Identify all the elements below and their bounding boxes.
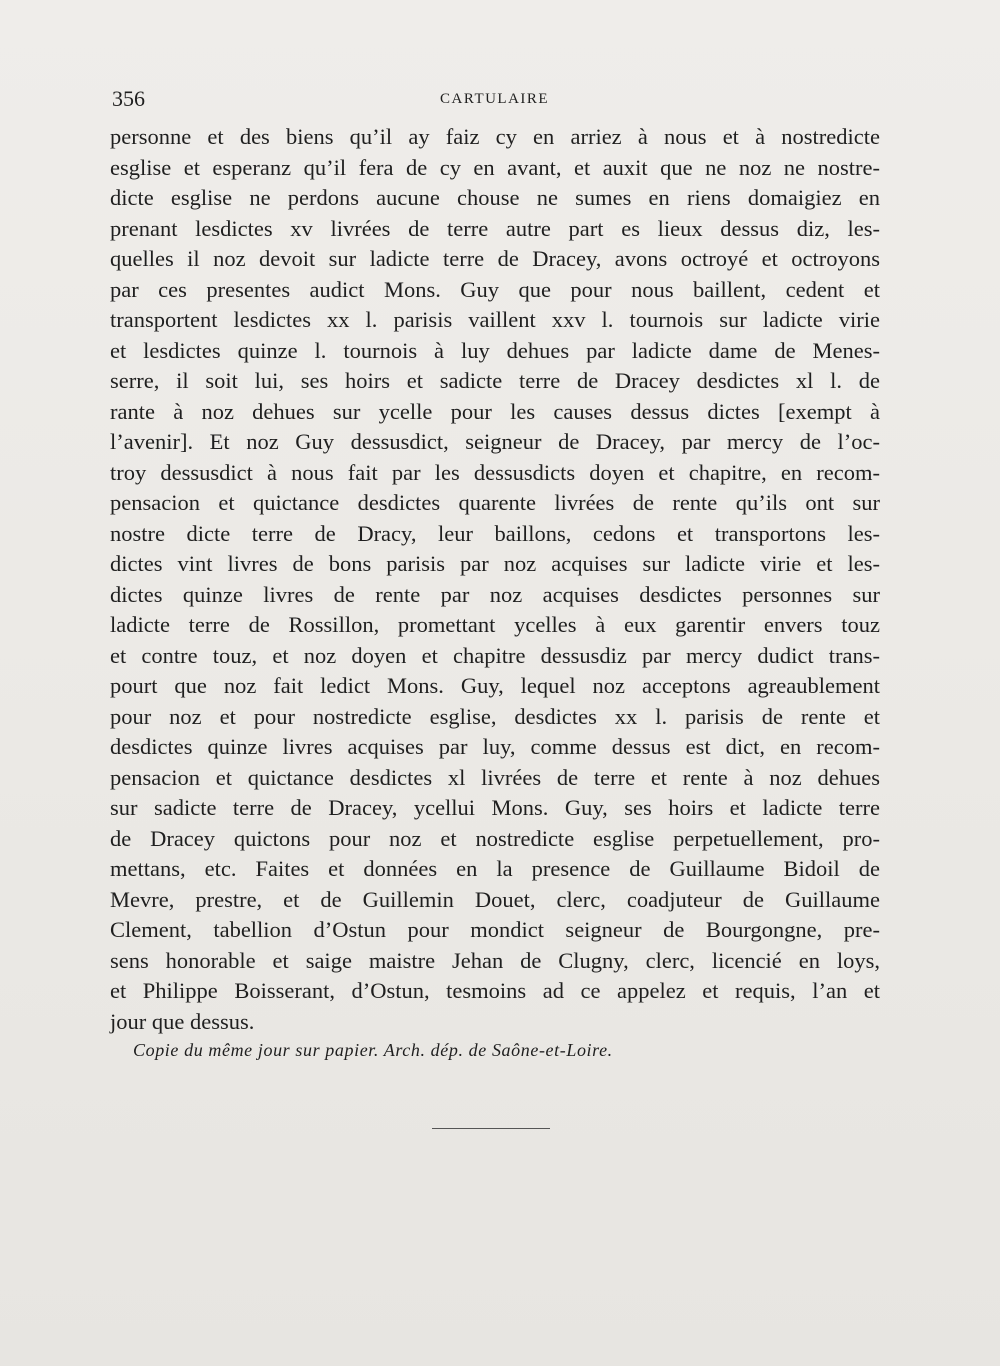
body-line: pour noz et pour nostredicte esglise, desdictes xx l. parisis de rente et [110,703,880,729]
body-line: l’avenir]. Et noz Guy dessusdict, seigneur de Dracey, par mercy de l’oc- [110,429,880,454]
body-line: jour que dessus. [110,1008,255,1034]
body-line: et Philippe Boisserant, d’Ostun, tesmoins ad ce appelez et requis, l’an et [110,978,880,1003]
page-number: 356 [112,86,145,111]
body-line: dictes quinze livres de rente par noz acquises desdictes personnes sur [110,581,880,607]
body-line: transportent lesdictes xx l. parisis vaillent xxv l. tournois sur ladicte virie [110,307,880,332]
body-line: esglise et esperanz qu’il fera de cy en avant, et auxit que ne noz ne nostre- [110,154,880,180]
body-line: Mevre, prestre, et de Guillemin Douet, clerc, coadjuteur de Guillaume [110,886,880,912]
body-line: pourt que noz fait ledict Mons. Guy, lequel noz acceptons agreaublement [110,673,880,698]
body-line: troy dessusdict à nous fait par les dessusdicts doyen et chapitre, en recom- [110,459,880,485]
body-line: sens honorable et saige maistre Jehan de Clugny, clerc, licencié en loys, [110,947,880,973]
source-note: Copie du même jour sur papier. Arch. dép. de Saône-et-Loire. [133,1040,613,1060]
body-line: pensacion et quictance desdictes xl livrées de terre et rente à noz dehues [110,764,880,790]
body-line: et contre touz, et noz doyen et chapitre dessusdiz par mercy dudict trans- [110,642,880,668]
page-header [112,86,882,116]
body-line: personne et des biens qu’il ay faiz cy en arriez à nous et à nostredicte [110,124,880,149]
body-line: et lesdictes quinze l. tournois à luy dehues par ladicte dame de Menes- [110,337,880,363]
body-line: de Dracey quictons pour noz et nostredicte esglise perpetuellement, pro- [110,825,880,851]
body-line: par ces presentes audict Mons. Guy que pour nous baillent, cedent et [110,276,880,302]
body-line: desdictes quinze livres acquises par luy, comme dessus est dict, en recom- [110,734,880,759]
body-text [110,122,880,1037]
body-line: rante à noz dehues sur ycelle pour les causes dessus dictes [exempt à [110,398,880,424]
body-line: nostre dicte terre de Dracy, leur baillons, cedons et transportons les- [110,520,880,546]
body-line: Clement, tabellion d’Ostun pour mondict seigneur de Bourgongne, pre- [110,917,880,942]
body-line: sur sadicte terre de Dracey, ycellui Mons. Guy, ses hoirs et ladicte terre [110,795,880,820]
body-line: prenant lesdictes xv livrées de terre autre part es lieux dessus diz, les- [110,215,880,241]
body-line: dicte esglise ne perdons aucune chouse ne sumes en riens domaigiez en [110,185,880,210]
body-line: dictes vint livres de bons parisis par noz acquises sur ladicte virie et les- [110,551,880,576]
body-line: serre, il soit lui, ses hoirs et sadicte terre de Dracey desdictes xl l. de [110,368,880,393]
body-line: quelles il noz devoit sur ladicte terre de Dracey, avons octroyé et octroyons [110,246,880,271]
section-divider [432,1128,550,1129]
running-title: CARTULAIRE [440,91,550,107]
body-line: pensacion et quictance desdictes quarente livrées de rente qu’ils ont sur [110,490,880,515]
body-line: mettans, etc. Faites et données en la presence de Guillaume Bidoil de [110,856,880,881]
body-line: ladicte terre de Rossillon, promettant ycelles à eux garentir envers touz [110,612,880,637]
